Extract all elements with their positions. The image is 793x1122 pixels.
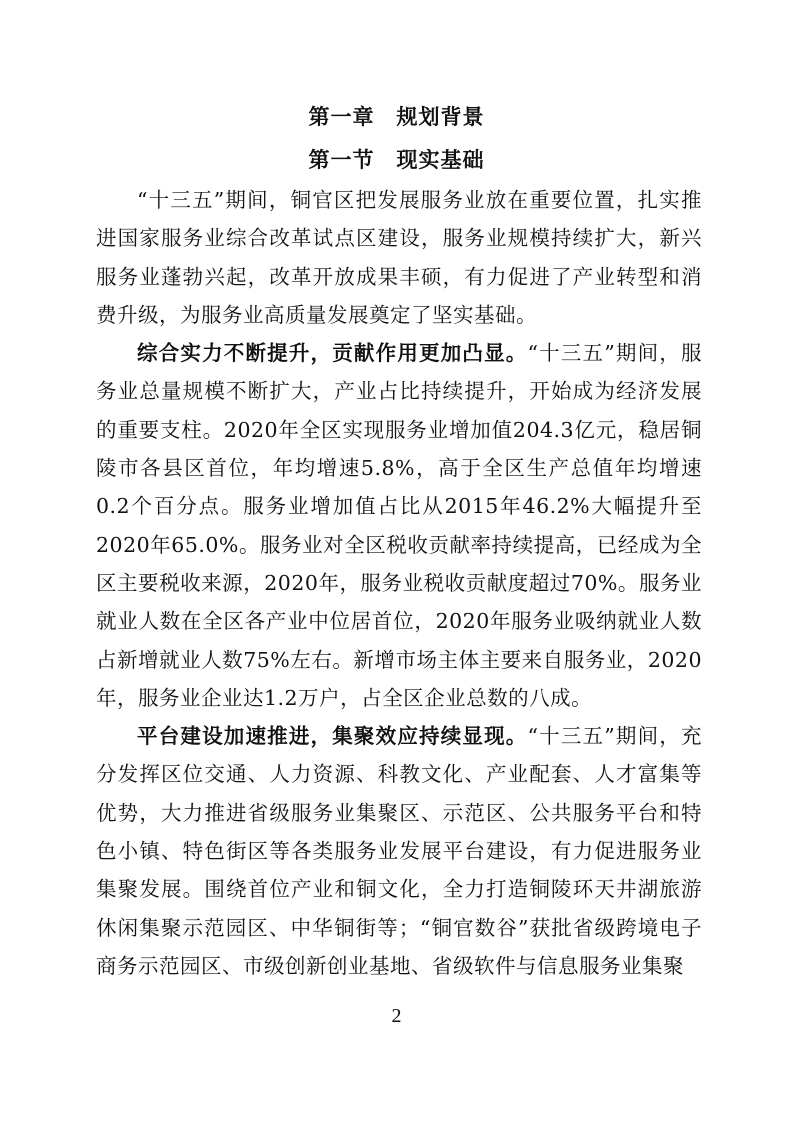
body-text xyxy=(96,181,702,985)
paragraph-lead: 平台建设加速推进，集聚效应持续显现。 xyxy=(137,724,528,749)
paragraph-text: “十三五”期间，服务业总量规模不断扩大，产业占比持续提升，开始成为经济发展的重要支柱。2020年全区实现服务业增加值204.3亿元，稳居铜陵市各县区首位，年均增速5.8%，高于全区生产总值年均增速0.2个百分点。服务业增加值占比从2015年46.2%大幅提升至2020年65.0%。服务业对全区税收贡献率持续提高，已经成为全区主要税收来源，2020年，服务业税收贡献度超过70%。服务业就业人数在全区各产业中位居首位，2020年服务业吸纳就业人数占新增就业人数75%左右。新增市场主体主要来自服务业，2020年，服务业企业达1.2万户，占全区企业总数的八成。 xyxy=(96,341,702,710)
chapter-title: 第一章 规划背景 xyxy=(308,104,485,129)
paragraph-lead: 综合实力不断提升，贡献作用更加凸显。 xyxy=(137,341,528,366)
paragraph-strength xyxy=(96,334,702,717)
section-title: 第一节 现实基础 xyxy=(308,147,485,172)
paragraph-intro xyxy=(96,181,702,334)
paragraph-text: “十三五”期间，铜官区把发展服务业放在重要位置，扎实推进国家服务业综合改革试点区建设，服务业规模持续扩大，新兴服务业蓬勃兴起，改革开放成果丰硕，有力促进了产业转型和消费升级，为服务业高质量发展奠定了坚实基础。 xyxy=(96,188,702,327)
page-number: 2 xyxy=(391,1005,402,1027)
paragraph-platform xyxy=(96,717,702,985)
paragraph-text: “十三五”期间，充分发挥区位交通、人力资源、科教文化、产业配套、人才富集等优势，大力推进省级服务业集聚区、示范区、公共服务平台和特色小镇、特色街区等各类服务业发展平台建设，有力促进服务业集聚发展。围绕首位产业和铜文化，全力打造铜陵环天井湖旅游休闲集聚示范园区、中华铜街等；“铜官数谷”获批省级跨境电子商务示范园区、市级创新创业基地、省级软件与信息服务业集聚 xyxy=(96,724,702,978)
